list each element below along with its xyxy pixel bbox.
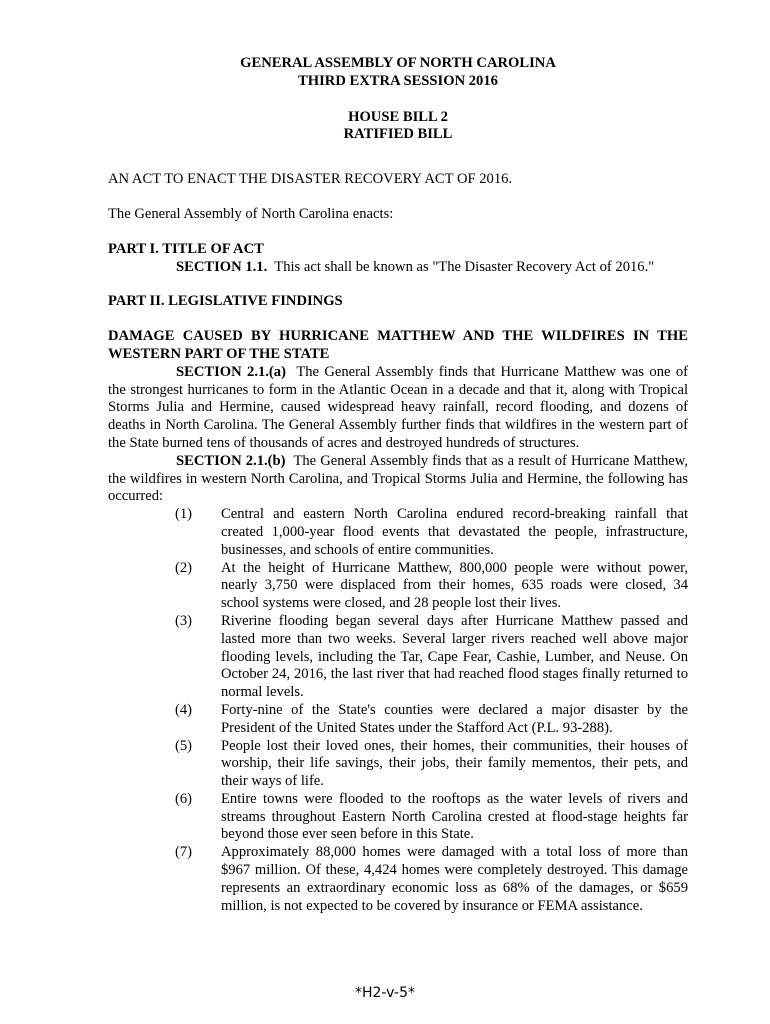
list-item-number: (1) bbox=[175, 506, 193, 523]
part-2-heading: PART II. LEGISLATIVE FINDINGS bbox=[108, 293, 343, 310]
act-title: AN ACT TO ENACT THE DISASTER RECOVERY ACT OF 2016. bbox=[108, 171, 513, 188]
list-item-number: (2) bbox=[175, 559, 193, 576]
section-2-1-b-label: SECTION 2.1.(b) bbox=[176, 452, 286, 469]
enacting-clause: The General Assembly of North Carolina enacts: bbox=[108, 205, 394, 222]
list-item bbox=[108, 791, 688, 844]
list-item-number: (7) bbox=[175, 844, 193, 861]
section-2-1-a-label: SECTION 2.1.(a) bbox=[176, 363, 286, 380]
section-1-1-label: SECTION 1.1. bbox=[176, 258, 268, 275]
list-item-text: At the height of Hurricane Matthew, 800,000 people were without power, nearly 3,750 were displaced from their homes, 635 roads were closed, 34 school systems were closed, and 28 people lost their lives. bbox=[221, 559, 688, 612]
section-1-1 bbox=[108, 259, 688, 277]
page-footer-code: *H2-v-5* bbox=[355, 985, 415, 1001]
list-item bbox=[108, 738, 688, 791]
list-item-text: Entire towns were flooded to the rooftops as the water levels of rivers and streams throughout Eastern North Carolina crested at flood-stage heights far beyond those ever seen before in this State. bbox=[221, 790, 688, 843]
list-item-number: (6) bbox=[175, 790, 193, 807]
part-1-heading: PART I. TITLE OF ACT bbox=[108, 240, 264, 257]
damage-subheading: DAMAGE CAUSED BY HURRICANE MATTHEW AND THE WILDFIRES IN THE WESTERN PART OF THE STATE bbox=[108, 328, 688, 362]
section-2-1-a-text: The General Assembly finds that Hurricane Matthew was one of the strongest hurricanes to form in the Atlantic Ocean in a decade and that it, along with Tropical Storms Julia and Hermine, caused widespread heavy rainfall, record flooding, and dozens of deaths in North Carolina. The General Assembly further finds that wildfires in the western part of the State burned tens of thousands of acres and destroyed hundreds of structures. bbox=[108, 363, 688, 451]
section-2-1-b bbox=[108, 453, 688, 506]
list-item-number: (4) bbox=[175, 701, 193, 718]
list-item-number: (3) bbox=[175, 612, 193, 629]
findings-list bbox=[108, 506, 688, 915]
section-2-1-a bbox=[108, 364, 688, 453]
assembly-title: GENERAL ASSEMBLY OF NORTH CAROLINA bbox=[240, 55, 556, 71]
section-2-1-b-text: The General Assembly finds that as a result of Hurricane Matthew, the wildfires in western North Carolina, and Tropical Storms Julia and Hermine, the following has occurred: bbox=[108, 452, 688, 505]
list-item-number: (5) bbox=[175, 737, 193, 754]
document-page bbox=[108, 55, 688, 915]
list-item-text: Approximately 88,000 homes were damaged with a total loss of more than $967 million. Of these, 4,424 homes were completely destroyed. This damage represents an extraordinary economic loss as 68% of the damages, or $659 million, is not expected to be covered by insurance or FEMA assistance. bbox=[221, 844, 688, 914]
section-1-1-text: This act shall be known as "The Disaster Recovery Act of 2016." bbox=[274, 258, 655, 275]
list-item-text: Riverine flooding began several days after Hurricane Matthew passed and lasted more than two weeks. Several larger rivers reached well above major flooding levels, including the Tar, Cape Fear, Cashie, Lumber, and Neuse. On October 24, 2016, the last river that had reached flood stages finally returned to normal levels. bbox=[221, 612, 688, 701]
list-item bbox=[108, 702, 688, 738]
bill-status: RATIFIED BILL bbox=[343, 126, 453, 143]
list-item bbox=[108, 844, 688, 915]
list-item-text: People lost their loved ones, their homes, their communities, their houses of worship, their life savings, their jobs, their family mementos, their pets, and their ways of life. bbox=[221, 737, 688, 790]
list-item-text: Central and eastern North Carolina endured record-breaking rainfall that created 1,000-year flood events that devastated the people, infrastructure, businesses, and schools of entire communities. bbox=[221, 506, 688, 558]
list-item-text: Forty-nine of the State's counties were declared a major disaster by the President of the United States under the Stafford Act (P.L. 93-288). bbox=[221, 701, 688, 736]
bill-number: HOUSE BILL 2 bbox=[348, 108, 448, 125]
list-item bbox=[108, 560, 688, 613]
list-item bbox=[108, 506, 688, 559]
list-item bbox=[108, 613, 688, 702]
session-title: THIRD EXTRA SESSION 2016 bbox=[298, 72, 498, 89]
